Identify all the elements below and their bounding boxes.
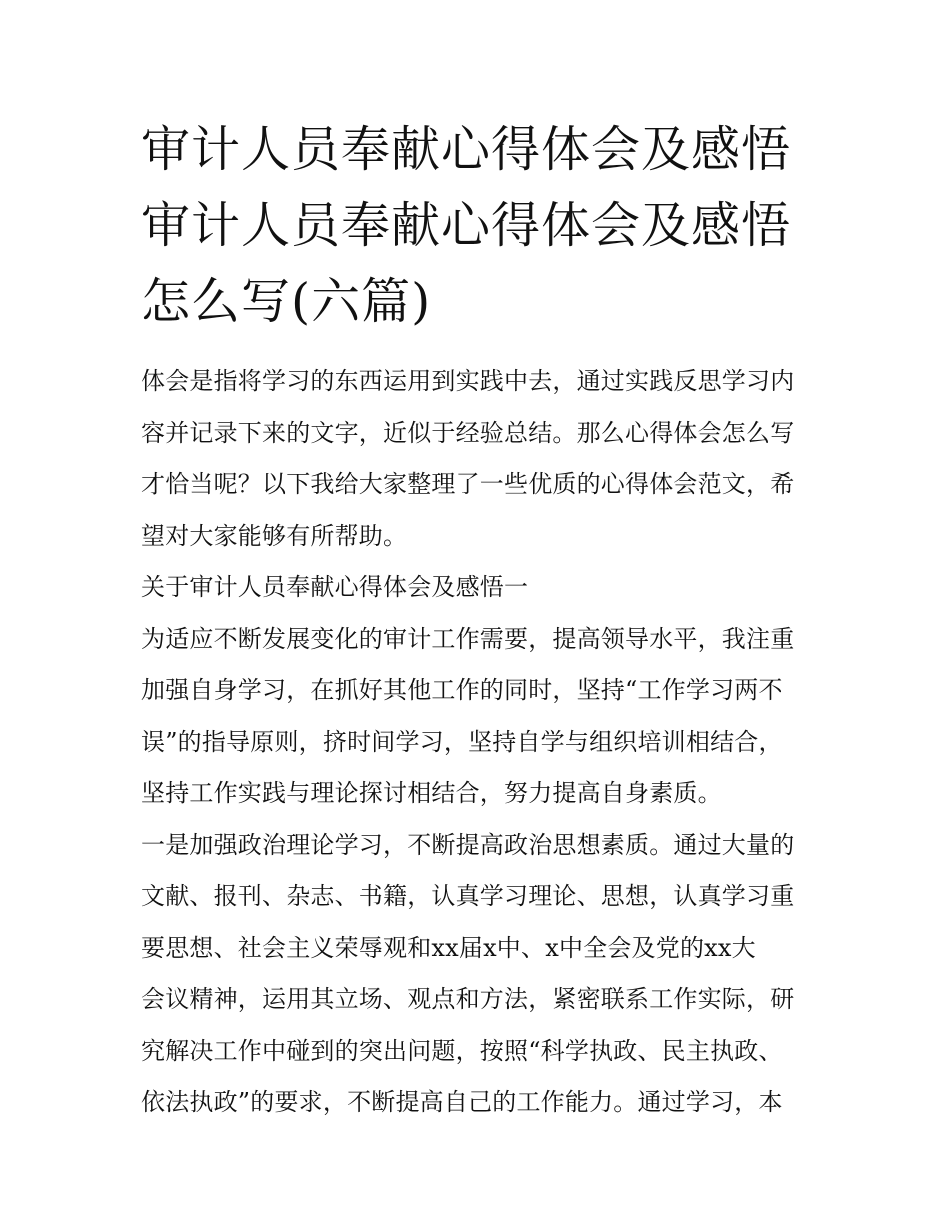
- body-line: 望对大家能够有所帮助。: [141, 521, 408, 550]
- body-line: 才恰当呢？以下我给大家整理了一些优质的心得体会范文，希: [141, 470, 795, 498]
- body-line: 容并记录下来的文字，近似于经验总结。那么心得体会怎么写: [141, 418, 795, 447]
- body-line: 会议精神，运用其立场、观点和方法，紧密联系工作实际，研: [141, 985, 795, 1013]
- title-line: 审计人员奉献心得体会及感悟: [141, 197, 792, 254]
- body-line: 误”的指导原则，挤时间学习，坚持自学与组织培训相结合，: [141, 727, 783, 756]
- body-line: 究解决工作中碰到的突出问题，按照“科学执政、民主执政、: [141, 1036, 783, 1065]
- title-line: 怎么写(六篇): [141, 273, 432, 330]
- body-line: 要思想、社会主义荣辱观和xx届x中、x中全会及党的xx大: [141, 933, 756, 962]
- document-title: [141, 112, 821, 340]
- body-line: 为适应不断发展变化的审计工作需要，提高领导水平，我注重: [141, 624, 795, 653]
- section-heading: 关于审计人员奉献心得体会及感悟一: [141, 573, 529, 601]
- body-line: 依法执政”的要求，不断提高自己的工作能力。通过学习，本: [141, 1088, 783, 1116]
- body-line: 一是加强政治理论学习，不断提高政治思想素质。通过大量的: [141, 830, 795, 859]
- body-line: 文献、报刊、杂志、书籍，认真学习理论、思想，认真学习重: [141, 882, 795, 910]
- body-line: 体会是指将学习的东西运用到实践中去，通过实践反思学习内: [141, 367, 795, 395]
- title-line: 审计人员奉献心得体会及感悟: [141, 121, 792, 178]
- body-line: 加强自身学习，在抓好其他工作的同时，坚持“工作学习两不: [141, 676, 783, 704]
- document-body: [141, 356, 831, 1129]
- body-line: 坚持工作实践与理论探讨相结合，努力提高自身素质。: [141, 779, 722, 807]
